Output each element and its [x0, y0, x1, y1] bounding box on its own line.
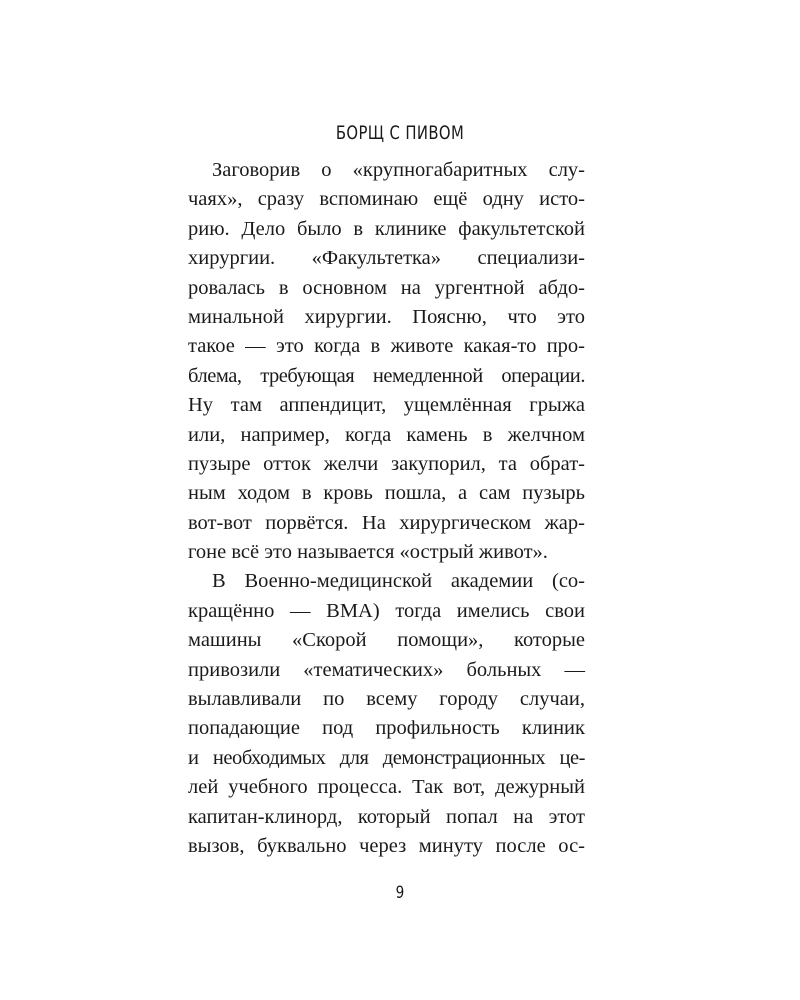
- paragraph-2: [188, 567, 585, 861]
- text-line: вызов, буквально через минуту после ос-: [188, 834, 585, 857]
- text-line: ным ходом в кровь пошла, а сам пузырь: [188, 482, 585, 505]
- text-line: машины «Скорой помощи», которые: [188, 629, 585, 652]
- text-line: капитан-клинорд, который попал на этот: [188, 805, 585, 828]
- text-line: гоне всё это называется «острый живот».: [188, 541, 548, 564]
- text-line: В Военно-медицинской академии (со-: [212, 570, 585, 593]
- body-text: [188, 156, 585, 861]
- paragraph-1: [188, 156, 585, 567]
- text-line: чаях», сразу вспоминаю ещё одну исто-: [188, 188, 585, 211]
- text-line: хирургии. «Факультетка» специализи-: [188, 247, 585, 270]
- page-number: 9: [395, 883, 405, 903]
- text-line: такое — это когда в животе какая-то про-: [188, 335, 585, 358]
- text-line: ровалась в основном на ургентной абдо-: [188, 276, 585, 299]
- text-line: пузыре отток желчи закупорил, та обрат-: [188, 452, 585, 475]
- text-line: и необходимых для демонстрационных це-: [188, 746, 585, 769]
- text-line: Заговорив о «крупногабаритных слу-: [212, 159, 585, 181]
- text-line: блема, требующая немедленной операции.: [188, 364, 585, 387]
- running-header: БОРЩ С ПИВОМ: [335, 122, 465, 144]
- text-line: попадающие под профильность клиник: [188, 717, 585, 740]
- text-line: вот-вот порвётся. На хирургическом жар-: [188, 511, 585, 534]
- text-line: рию. Дело было в клинике факультетской: [188, 217, 585, 240]
- text-line: лей учебного процесса. Так вот, дежурный: [188, 776, 585, 799]
- text-line: минальной хирургии. Поясню, что это: [188, 305, 585, 328]
- text-line: вылавливали по всему городу случаи,: [188, 688, 585, 711]
- text-line: кращённо — ВМА) тогда имелись свои: [188, 599, 585, 622]
- text-line: привозили «тематических» больных —: [188, 658, 585, 681]
- text-line: или, например, когда камень в желчном: [188, 423, 585, 446]
- text-line: Ну там аппендицит, ущемлённая грыжа: [188, 394, 585, 417]
